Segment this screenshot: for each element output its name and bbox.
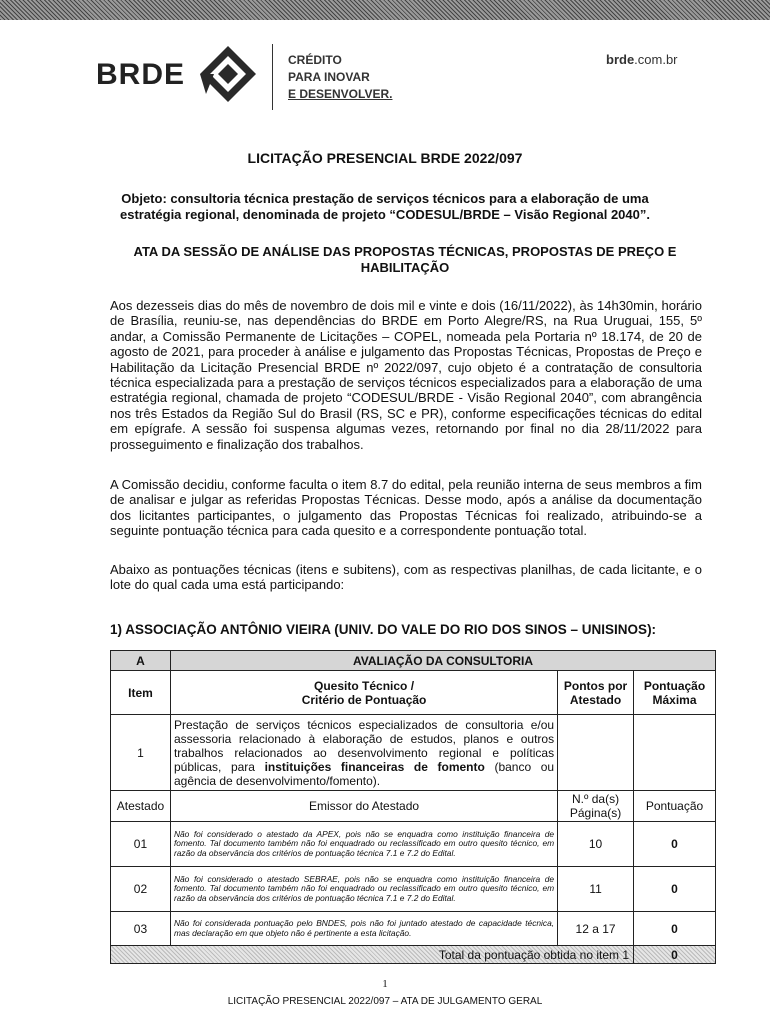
row-justification: Não foi considerado o atestado da APEX, pois não se enquadra como instituição financeira de fomento. Tal documento também não foi enquadrado ou reclassificado em outro quesito técnico, em razão da observância dos critérios de pontuação técnica 7.1 e 7.2 do Edital. [170, 822, 557, 867]
paragraph-opening: Aos dezesseis dias do mês de novembro de dois mil e vinte e dois (16/11/2022), às 14h30min, horário de Brasília, reuniu-se, nas dependências do BRDE em Porto Alegre/RS, na Rua Uruguai, 155, 5º andar, a Comissão Permanente de Licitações – COPEL, nomeada pela Portaria nº 18.174, de 20 de agosto de 2021, para proceder à análise e julgamento das Propostas Técnicas, Propostas de Preço e Habilitação da Licitação Presencial BRDE nº 2022/097, cujo objeto é a contratação de consultoria técnica especializada para a prestação de serviços técnicos especializados para a elaboração de uma estratégia regional, chamada de projeto “CODESUL/BRDE - Visão Regional 2040”, com abrangência nos três Estados da Região Sul do Brasil (RS, SC e PR), conforme especificações técnicas do edital em epígrafe. A sessão foi suspensa algumas vezes, retornando por final no dia 28/11/2022 para prosseguimento e finalização dos trabalhos. [110, 298, 702, 452]
certificate-label: Atestado [111, 791, 171, 822]
row-number: 02 [111, 867, 171, 912]
evaluation-header: AVALIAÇÃO DA CONSULTORIA [170, 651, 715, 671]
issuer-label: Emissor do Atestado [170, 791, 557, 822]
item-description: Prestação de serviços técnicos especializados de consultoria e/ou assessoria relacionado à elaboração de estudos, planos e outros trabalhos relacionados ao desenvolvimento regional e políticas públicas, para instituições financeiras de fomento (banco ou agência de desenvolvimento/fomento). [170, 715, 557, 791]
max-score-header: Pontuação Máxima [634, 671, 716, 715]
website-url: brde.com.br [606, 52, 678, 67]
table-row [111, 867, 716, 912]
minutes-title: ATA DA SESSÃO DE ANÁLISE DAS PROPOSTAS TÉCNICAS, PROPOSTAS DE PREÇO E HABILITAÇÃO [133, 244, 677, 275]
scan-top-border [0, 0, 770, 20]
brde-diamond-icon [198, 44, 258, 104]
row-number: 03 [111, 912, 171, 946]
criterion-header: Quesito Técnico / Critério de Pontuação [170, 671, 557, 715]
tagline-line-1: CRÉDITO [288, 53, 342, 67]
col-a-header: A [111, 651, 171, 671]
row-justification: Não foi considerada pontuação pelo BNDES, pois não foi juntado atestado de capacidade técnica, mas declaração em que objeto não é pertinente a esta licitação. [170, 912, 557, 946]
page-number: 1 [382, 978, 388, 990]
row-number: 01 [111, 822, 171, 867]
row-pages: 11 [558, 867, 634, 912]
points-header: Pontos por Atestado [558, 671, 634, 715]
section-heading: 1) ASSOCIAÇÃO ANTÔNIO VIEIRA (UNIV. DO VALE DO RIO DOS SINOS – UNISINOS): [110, 622, 657, 637]
logo-tagline [288, 52, 392, 103]
evaluation-table [110, 650, 716, 964]
page-footer: LICITAÇÃO PRESENCIAL 2022/097 – ATA DE JULGAMENTO GERAL [227, 996, 543, 1007]
pages-label: N.º da(s) Página(s) [558, 791, 634, 822]
item-number: 1 [111, 715, 171, 791]
paragraph-commission: A Comissão decidiu, conforme faculta o item 8.7 do edital, pela reunião interna de seus membros a fim de analisar e julgar as referidas Propostas Técnicas. Desse modo, após a análise da documentação dos licitantes participantes, o julgamento das Propostas Técnicas foi realizado, atribuindo-se a seguinte pontuação técnica para cada quesito e a correspondente pontuação total. [110, 477, 702, 539]
tagline-line-2: PARA INOVAR [288, 70, 370, 84]
object-statement: Objeto: consultoria técnica prestação de serviços técnicos para a elaboração de uma estratégia regional, denominada de projeto “CODESUL/BRDE – Visão Regional 2040”. [119, 191, 650, 222]
table-row [111, 912, 716, 946]
score-label: Pontuação [634, 791, 716, 822]
logo-divider [272, 44, 273, 110]
row-pages: 12 a 17 [558, 912, 634, 946]
tagline-line-3: E DESENVOLVER. [288, 87, 393, 101]
row-score: 0 [634, 867, 716, 912]
row-justification: Não foi considerado o atestado SEBRAE, pois não se enquadra como instituição financeira de fomento. Tal documento também não foi enquadrado ou reclassificado em outro quesito técnico, em razão da observância dos critérios de pontuação técnica 7.1 e 7.2 do Edital. [170, 867, 557, 912]
row-score: 0 [634, 912, 716, 946]
item-header: Item [111, 671, 171, 715]
logo-wordmark: BRDE [96, 58, 186, 91]
empty-cell [558, 715, 634, 791]
total-label: Total da pontuação obtida no item 1 [111, 946, 634, 964]
row-score: 0 [634, 822, 716, 867]
document-title: LICITAÇÃO PRESENCIAL BRDE 2022/097 [247, 150, 523, 166]
empty-cell [634, 715, 716, 791]
row-pages: 10 [558, 822, 634, 867]
paragraph-scores-intro: Abaixo as pontuações técnicas (itens e subitens), com as respectivas planilhas, de cada licitante, e o lote do qual cada uma está participando: [110, 562, 702, 593]
brde-logo [96, 40, 416, 110]
total-value: 0 [634, 946, 716, 964]
table-row [111, 822, 716, 867]
